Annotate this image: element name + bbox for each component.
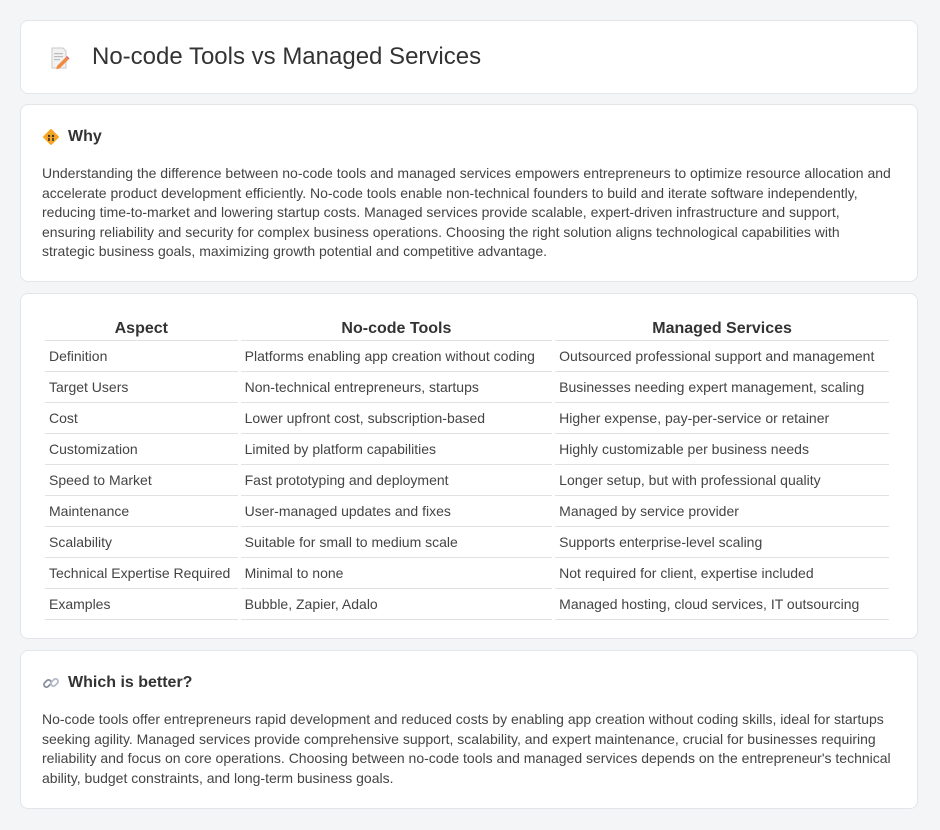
table-row [45,589,889,620]
comparison-section [20,293,918,639]
table-row [45,403,889,434]
table-row [45,465,889,496]
no-code-cell: User-managed updates and fixes [241,496,553,527]
column-header-managed-services: Managed Services [555,316,889,341]
aspect-cell: Cost [45,403,238,434]
better-text: No-code tools offer entrepreneurs rapid development and reduced costs by enabling app creation without coding skills, ideal for startups seeking agility. Managed services provide comprehensive support, scalability, and expert maintenance, crucial for businesses requiring reliability and focus on core operations. Choosing between no-code tools and managed services depends on the entrepreneur's technical ability, budget constraints, and long-term business goals. [42,711,891,786]
link-icon [42,674,60,692]
memo-pencil-icon [47,46,71,70]
aspect-cell: Scalability [45,527,238,558]
why-text: Understanding the difference between no-code tools and managed services empowers entrepreneurs to optimize resource allocation and accelerate product development efficiently. No-code tools enable non-technical founders to build and iterate software independently, reducing time-to-market and lowering startup costs. Managed services provide scalable, expert-driven infrastructure and support, ensuring reliability and security for complex business operations. Choosing the right solution aligns technological capabilities with strategic business goals, maximizing growth potential and competitive advantage. [42,165,891,260]
no-code-cell: Suitable for small to medium scale [241,527,553,558]
no-code-cell: Limited by platform capabilities [241,434,553,465]
aspect-cell: Technical Expertise Required [45,558,238,589]
aspect-cell: Definition [45,341,238,372]
managed-cell: Businesses needing expert management, scaling [555,372,889,403]
managed-cell: Outsourced professional support and management [555,341,889,372]
table-row [45,527,889,558]
why-heading: Why [68,128,102,145]
title-card [20,20,918,94]
aspect-cell: Speed to Market [45,465,238,496]
which-is-better-section [20,650,918,809]
managed-cell: Not required for client, expertise included [555,558,889,589]
diamond-sign-icon [42,128,60,146]
managed-cell: Highly customizable per business needs [555,434,889,465]
aspect-cell: Examples [45,589,238,620]
why-section [20,104,918,282]
no-code-cell: Non-technical entrepreneurs, startups [241,372,553,403]
no-code-cell: Minimal to none [241,558,553,589]
managed-cell: Supports enterprise-level scaling [555,527,889,558]
no-code-cell: Platforms enabling app creation without coding [241,341,553,372]
managed-cell: Managed hosting, cloud services, IT outsourcing [555,589,889,620]
comparison-table [42,316,892,620]
aspect-cell: Maintenance [45,496,238,527]
column-header-aspect: Aspect [45,316,238,341]
table-row [45,558,889,589]
aspect-cell: Customization [45,434,238,465]
table-row [45,496,889,527]
table-row [45,372,889,403]
better-heading: Which is better? [68,674,193,691]
no-code-cell: Lower upfront cost, subscription-based [241,403,553,434]
managed-cell: Longer setup, but with professional quality [555,465,889,496]
better-header [42,674,192,692]
page-title: No-code Tools vs Managed Services [92,43,482,70]
managed-cell: Higher expense, pay-per-service or retainer [555,403,889,434]
why-header [42,128,102,146]
table-row [45,341,889,372]
aspect-cell: Target Users [45,372,238,403]
no-code-cell: Bubble, Zapier, Adalo [241,589,553,620]
column-header-no-code-tools: No-code Tools [241,316,553,341]
no-code-cell: Fast prototyping and deployment [241,465,553,496]
table-row [45,434,889,465]
table-header-row [45,316,889,341]
managed-cell: Managed by service provider [555,496,889,527]
